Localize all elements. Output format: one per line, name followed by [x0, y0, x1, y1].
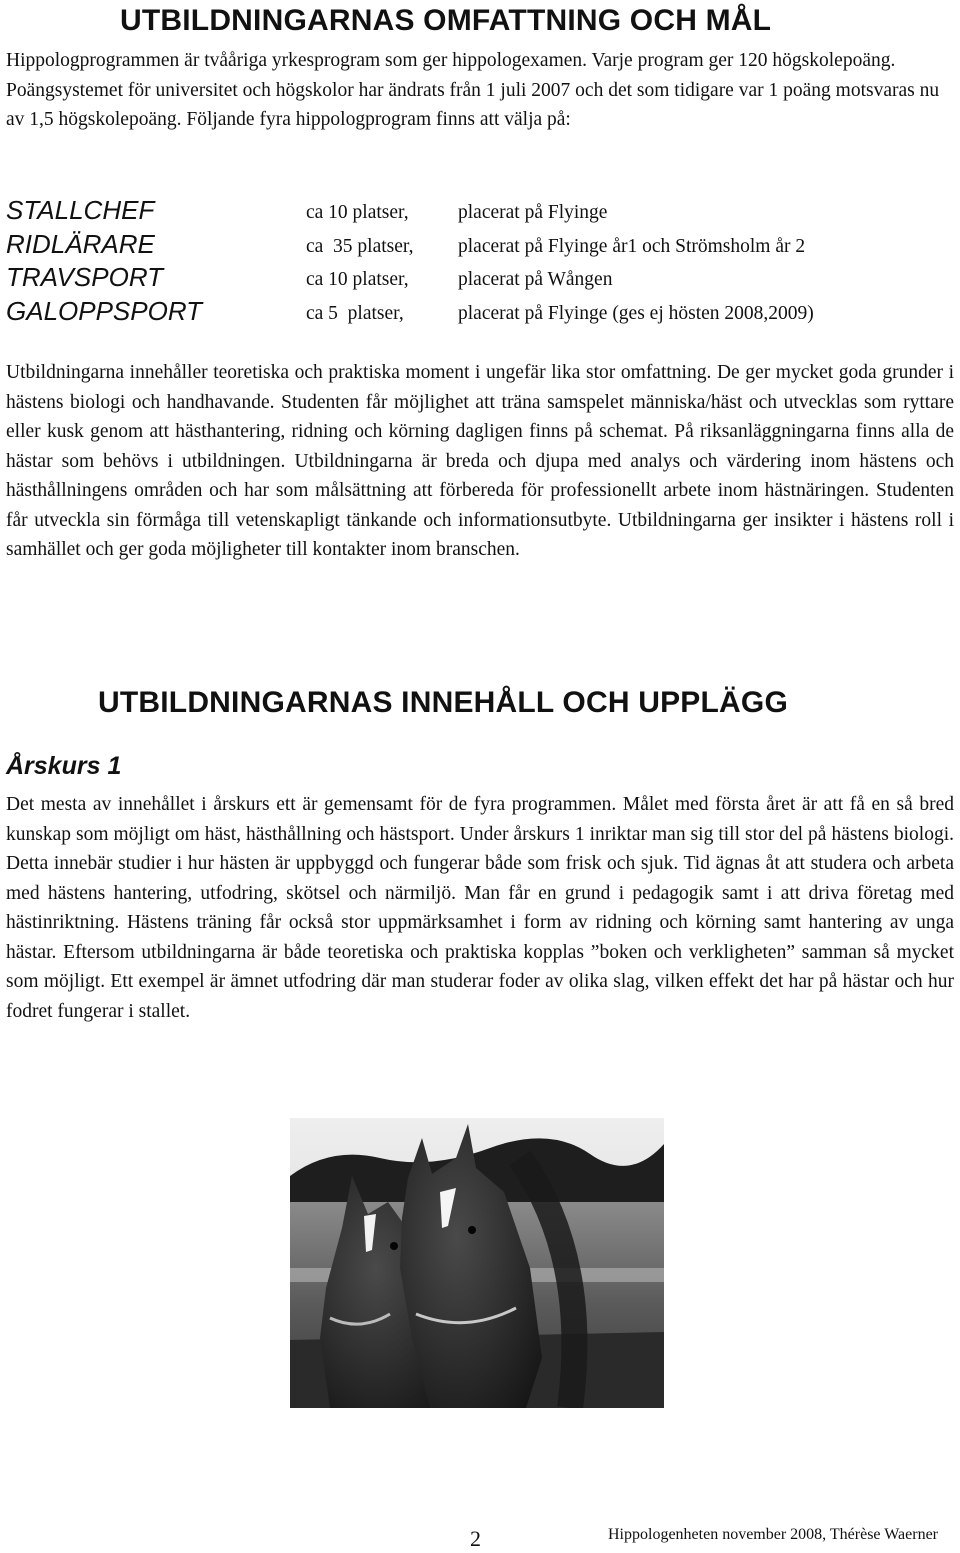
footer-credit: Hippologenheten november 2008, Thérèse Waerner	[608, 1526, 939, 1543]
horses-photo	[290, 1118, 664, 1408]
program-name: RIDLÄRARE	[6, 228, 155, 259]
section-title: UTBILDNINGARNAS INNEHÅLL OCH UPPLÄGG	[98, 686, 788, 719]
program-row	[6, 261, 954, 295]
program-name: STALLCHEF	[6, 195, 155, 225]
program-seats: ca 35 platser,	[306, 235, 414, 257]
program-list	[6, 194, 954, 328]
program-location: placerat på Flyinge	[458, 202, 608, 223]
program-location: placerat på Flyinge år1 och Strömsholm år 2	[458, 235, 806, 257]
program-location: placerat på Wången	[458, 269, 613, 290]
program-seats: ca 10 platser,	[306, 269, 409, 290]
intro-paragraph: Hippologprogrammen är tvååriga yrkesprogram som ger hippologexamen. Varje program ger 120 högskolepoäng. Poängsystemet för universitet och högskolor har ändrats från 1 juli 2007 och det som tidigare var 1 poäng motsvaras nu av 1,5 högskolepoäng. Följande fyra hippologprogram finns att välja på:	[6, 50, 940, 130]
program-name: GALOPPSPORT	[6, 295, 203, 326]
page-number: 2	[470, 1526, 481, 1551]
program-row	[6, 295, 954, 329]
year1-paragraph: Det mesta av innehållet i årskurs ett är gemensamt för de fyra programmen. Målet med första året är att få en så bred kunskap som möjligt om häst, hästhållning och hästsport. Under årskurs 1 inriktar man sig till stor del på hästens biologi. Detta innebär studier i hur hästen är uppbyggd och fungerar både som frisk och sjuk. Tid ägnas åt att studera och arbeta med hästens hantering, utfodring, skötsel och närmiljö. Man får en grund i pedagogik samt i att driva företag med hästinriktning. Hästens träning får också stor uppmärksamhet i form av ridning och körning samt hantering av unga hästar. Eftersom utbildningarna är både teoretiska och praktiska kopplas ”boken och verkligheten” samman så mycket som möjligt. Ett exempel är ämnet utfodring där man studerar foder av olika slag, vilken effekt det har på hästar och hur fodret fungerar i stallet.	[6, 794, 954, 1022]
program-row	[6, 228, 954, 262]
year-heading: Årskurs 1	[6, 752, 122, 780]
program-location: placerat på Flyinge (ges ej hösten 2008,2009)	[458, 302, 814, 324]
page-title: UTBILDNINGARNAS OMFATTNING OCH MÅL	[120, 4, 772, 37]
scope-paragraph: Utbildningarna innehåller teoretiska och praktiska moment i ungefär lika stor omfattning. De ger mycket goda grunder i hästens biologi och handhavande. Studenten får möjlighet att träna samspelet människa/häst och utvecklas som ryttare eller kusk genom att hästhantering, ridning och körning dagligen finns på schemat. På riksanläggningarna finns alla de hästar som behövs i utbildningen. Utbildningarna är breda och djupa med analys och värdering inom hästens och hästhållningens områden och har som målsättning att förbereda för professionellt arbete inom hästnäringen. Studenten får utveckla sin förmåga till vetenskapligt tänkande och informationsutbyte. Utbildningarna ger insikter i hästens roll i samhället och ger goda möjligheter till kontakter inom branschen.	[6, 362, 954, 560]
program-seats: ca 10 platser,	[306, 202, 409, 223]
program-name: TRAVSPORT	[6, 262, 164, 292]
program-seats: ca 5 platser,	[306, 302, 404, 324]
program-row	[6, 194, 954, 228]
